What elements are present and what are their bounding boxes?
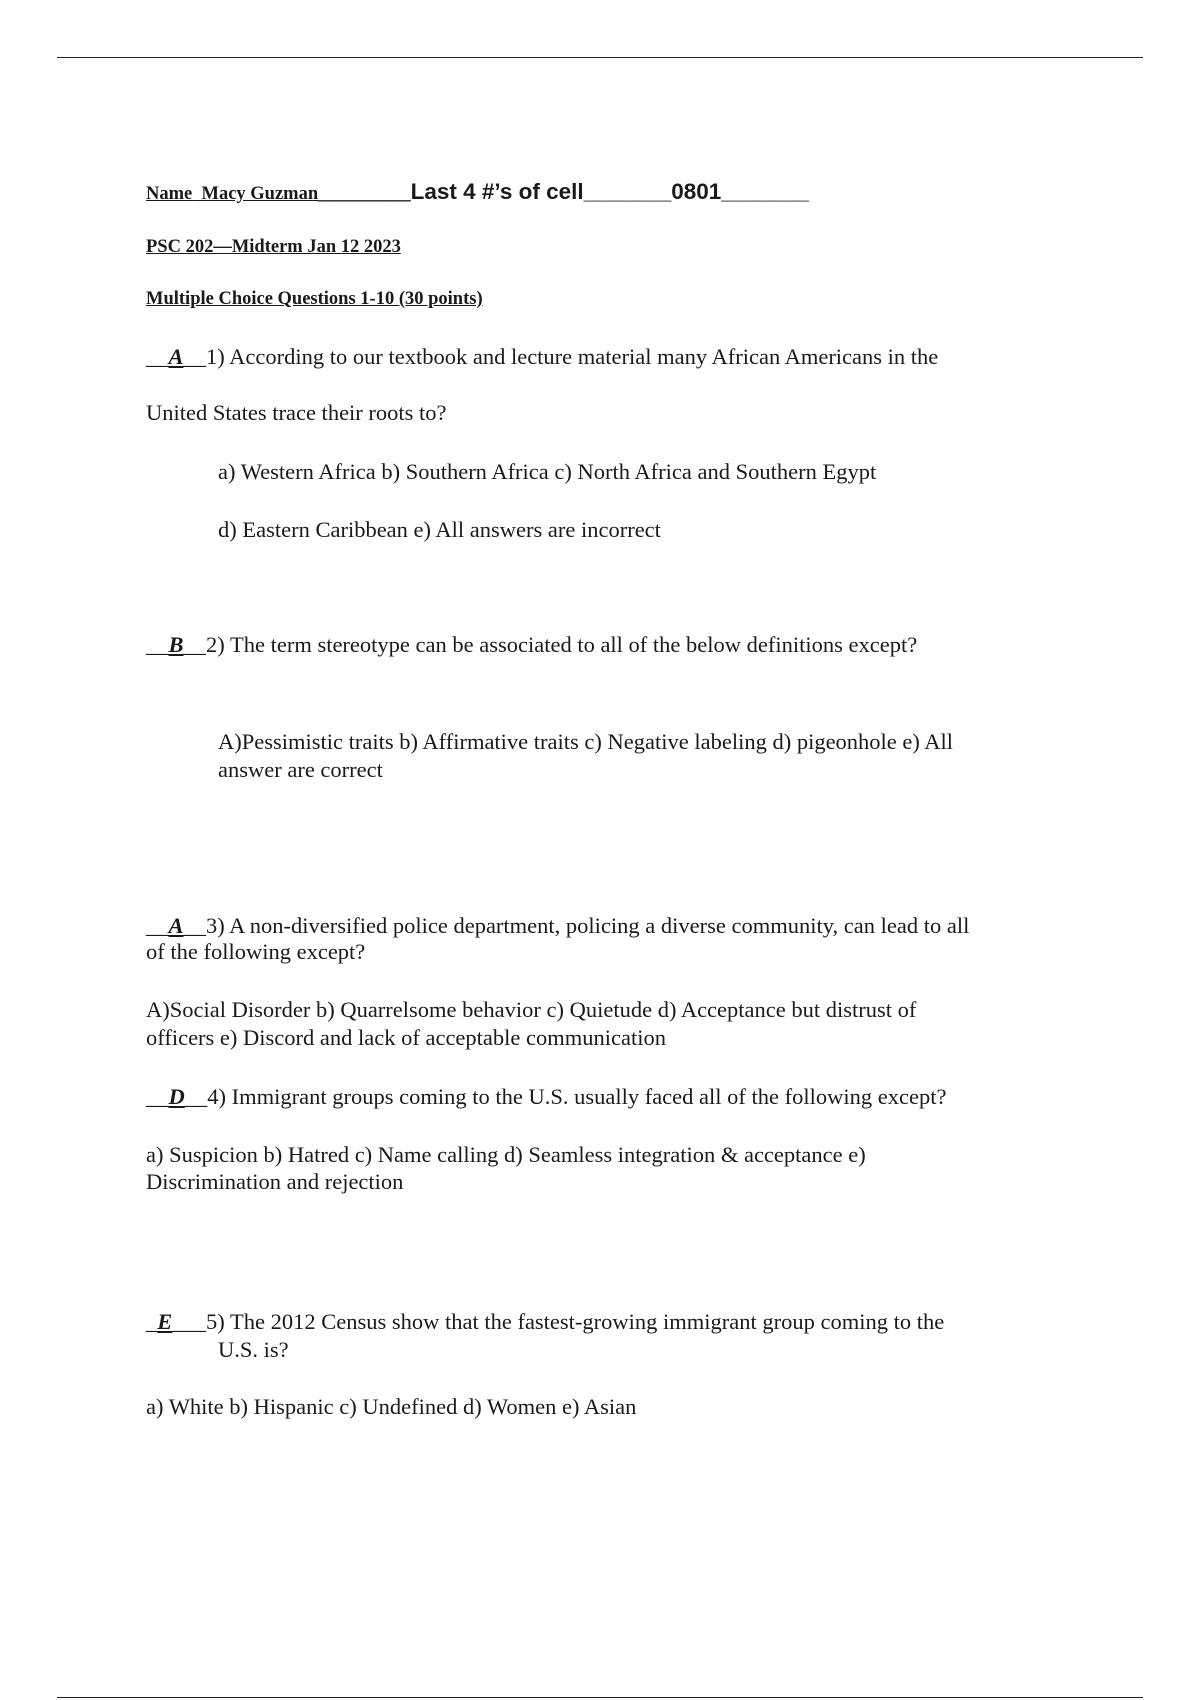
question-1-options-cont: d) Eastern Caribbean e) All answers are incorrect <box>218 517 661 542</box>
question-5-options: a) White b) Hispanic c) Undefined d) Women e) Asian <box>146 1394 637 1419</box>
course-title: PSC 202—Midterm Jan 12 2023 <box>146 237 401 257</box>
answer-3: A <box>168 913 184 938</box>
answer-2: B <box>168 632 184 657</box>
question-5-text: 5) The 2012 Census show that the fastest-growing immigrant group coming to the <box>206 1309 945 1334</box>
question-3-options: A)Social Disorder b) Quarrelsome behavior c) Quietude d) Acceptance but distrust of <box>146 997 917 1022</box>
name-label: Name <box>146 184 193 204</box>
name-line <box>146 179 809 207</box>
cell-underline-lead: _______ <box>583 179 672 204</box>
name-value: Macy Guzman <box>201 184 319 204</box>
question-2-options-cont: answer are correct <box>218 757 383 782</box>
name-underline: __________ <box>318 184 411 204</box>
question-2: __B__2) The term stereotype can be associated to all of the below definitions except? <box>146 632 918 657</box>
cell-value: 0801 <box>671 179 722 204</box>
top-rule <box>57 57 1143 58</box>
cell-underline-trail: _______ <box>721 179 809 204</box>
question-4-options: a) Suspicion b) Hatred c) Name calling d) Seamless integration & acceptance e) <box>146 1142 866 1167</box>
bottom-rule <box>57 1697 1143 1698</box>
question-1-text-cont: United States trace their roots to? <box>146 400 447 425</box>
question-3-text-cont: of the following except? <box>146 939 366 964</box>
question-2-options: A)Pessimistic traits b) Affirmative traits c) Negative labeling d) pigeonhole e) All <box>218 729 954 754</box>
question-1-options: a) Western Africa b) Southern Africa c) North Africa and Southern Egypt <box>218 459 877 484</box>
question-3-options-cont: officers e) Discord and lack of acceptable communication <box>146 1025 666 1050</box>
question-3: __A__3) A non-diversified police department, policing a diverse community, can lead to all <box>146 913 970 938</box>
question-2-text: 2) The term stereotype can be associated to all of the below definitions except? <box>206 632 918 657</box>
question-5: _E___5) The 2012 Census show that the fastest-growing immigrant group coming to the <box>146 1309 945 1334</box>
question-4-text: 4) Immigrant groups coming to the U.S. usually faced all of the following except? <box>207 1084 947 1109</box>
question-5-text-cont: U.S. is? <box>218 1337 289 1362</box>
cell-label: Last 4 #’s of cell <box>410 179 584 204</box>
question-3-text: 3) A non-diversified police department, policing a diverse community, can lead to all <box>206 913 970 938</box>
answer-5: E <box>157 1309 173 1334</box>
question-4-options-cont: Discrimination and rejection <box>146 1169 404 1194</box>
question-1-text: 1) According to our textbook and lecture material many African Americans in the <box>206 344 939 369</box>
question-4: __D__4) Immigrant groups coming to the U.S. usually faced all of the following except? <box>146 1084 947 1109</box>
answer-1: A <box>168 344 184 369</box>
section-title: Multiple Choice Questions 1-10 (30 points) <box>146 289 483 309</box>
answer-4: D <box>168 1084 185 1109</box>
question-1: __A__1) According to our textbook and lecture material many African Americans in the <box>146 344 939 369</box>
